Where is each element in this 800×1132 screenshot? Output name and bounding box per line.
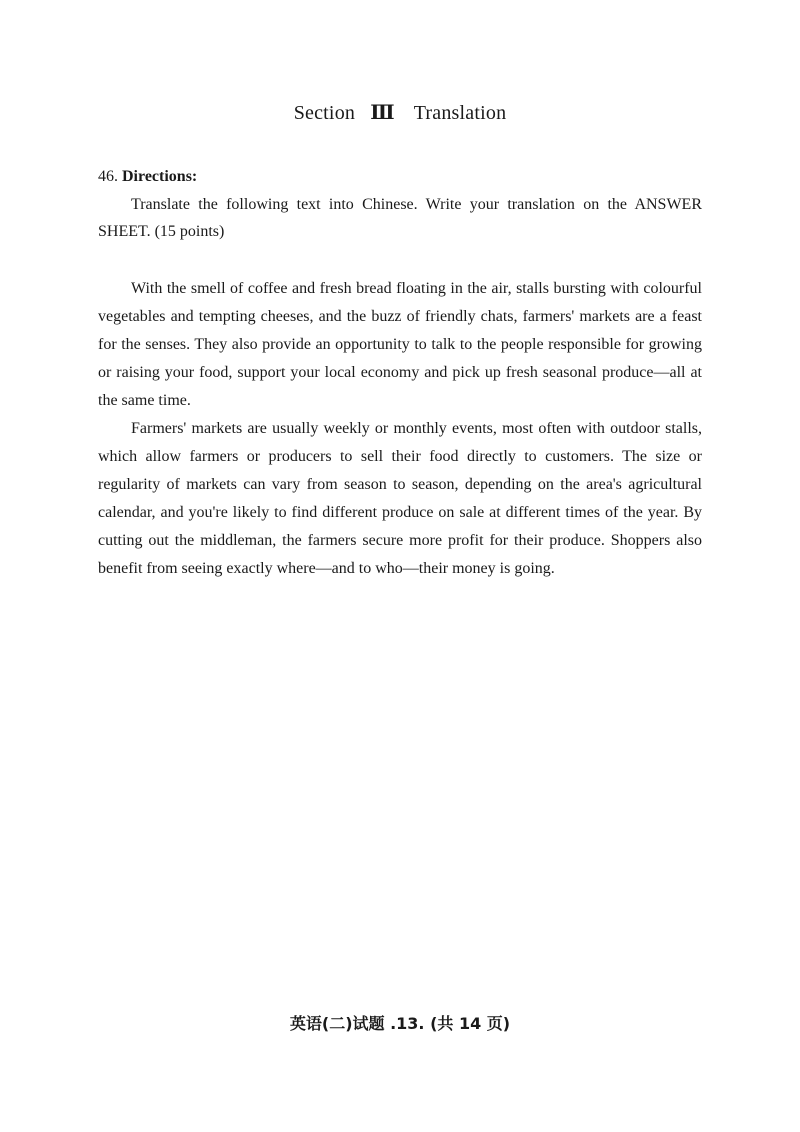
passage-paragraph-1: With the smell of coffee and fresh bread floating in the air, stalls bursting with colourful vegetables and tempting cheeses, and the buzz of friendly chats, farmers' markets are a feast for the senses. They also provide an opportunity to talk to the people responsible for growing or raising your food, support your local economy and pick up fresh seasonal produce—all at the same time. [98,280,702,409]
directions-label: Directions: [122,168,198,185]
section-title: Translation [413,102,507,124]
section-label: Section [293,102,356,124]
section-heading [0,100,800,125]
directions-text: Translate the following text into Chinese. Write your translation on the ANSWER SHEET. (15 points) [98,196,702,240]
question-header [98,168,197,186]
passage-paragraph-2: Farmers' markets are usually weekly or monthly events, most often with outdoor stalls, which allow farmers or producers to sell their food directly to customers. The size or regularity of markets can vary from season to season, depending on the area's agricultural calendar, and you're likely to find different produce on sale at different times of the year. By cutting out the middleman, the farmers secure more profit for their produce. Shoppers also benefit from seeing exactly where—and to who—their money is going. [98,420,702,577]
translation-passage [98,275,702,583]
question-number: 46. [98,168,118,185]
section-numeral: Ⅲ [370,102,395,124]
page-footer: 英语(二)试题 .13. (共 14 页) [289,1014,511,1033]
